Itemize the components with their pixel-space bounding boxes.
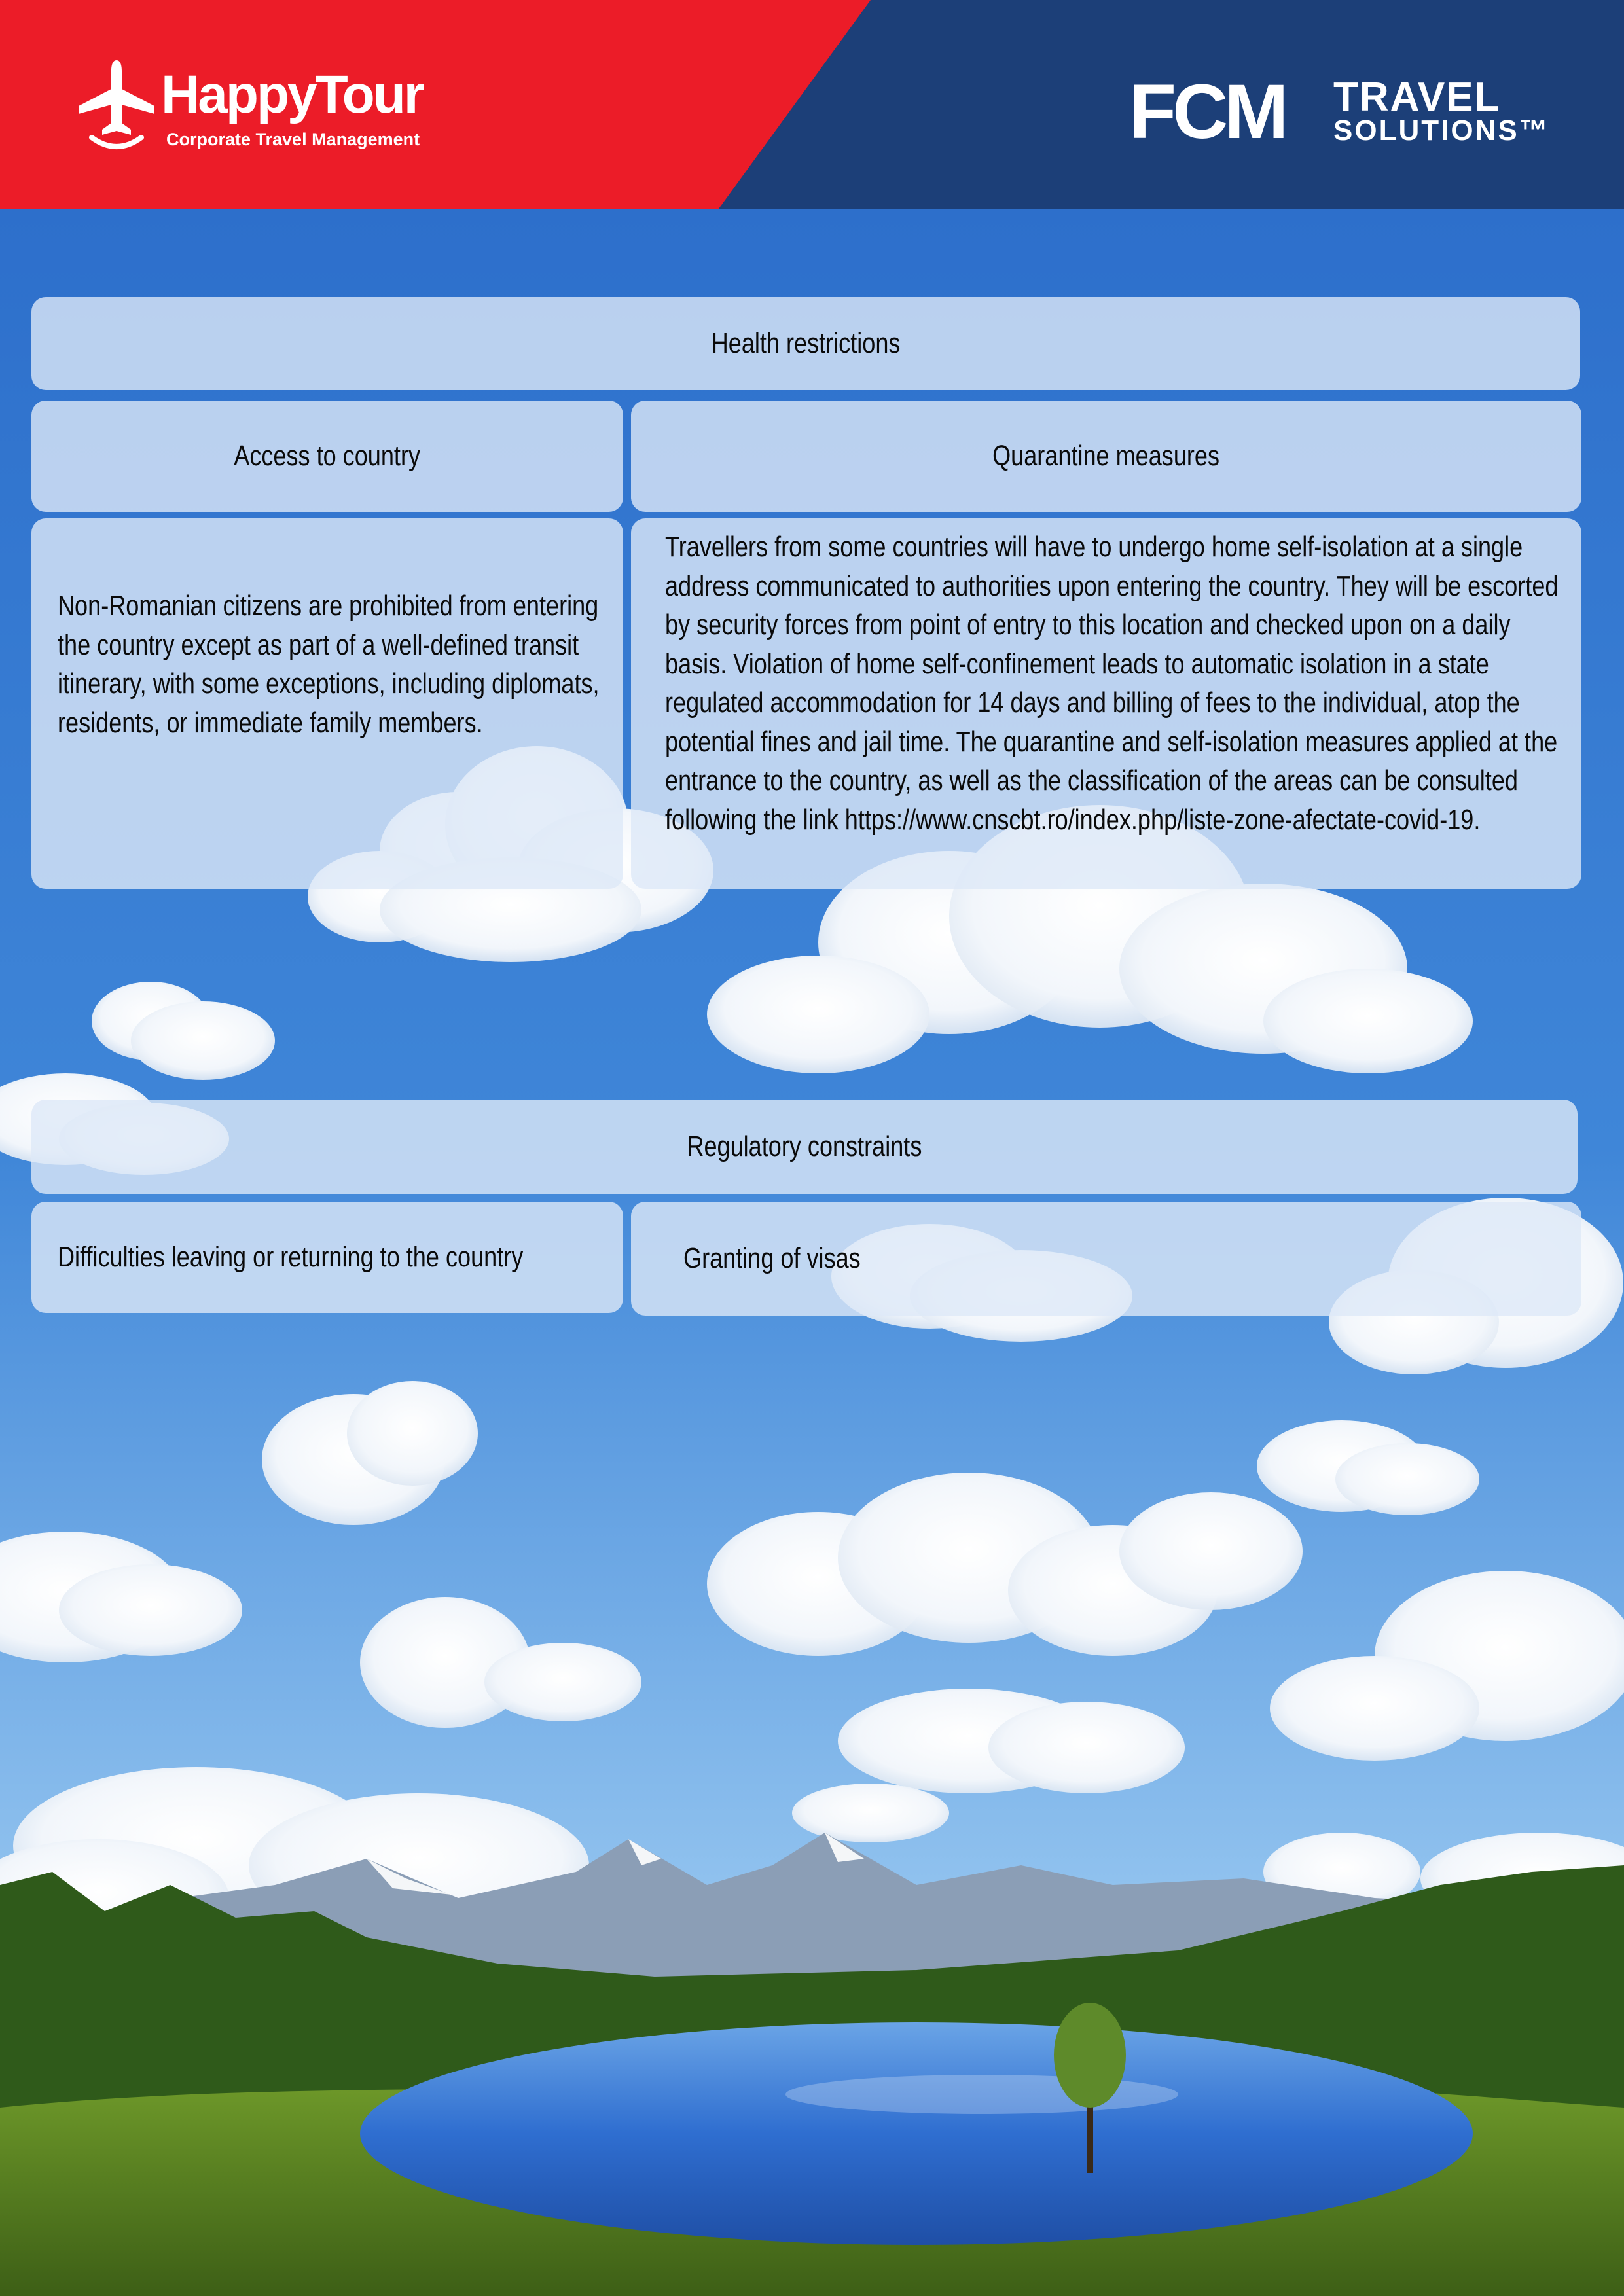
access-to-country-panel: [31, 518, 623, 889]
access-to-country-text: Non-Romanian citizens are prohibited from entering the country except as part of a well-defined transit itinerary, with some exceptions, including diplomats, residents, or immediate family members.: [58, 590, 600, 739]
fcm-brand: FCM: [1129, 69, 1285, 155]
happytour-brand: HappyTour: [161, 65, 423, 124]
fcm-solutions: SOLUTIONS™: [1333, 115, 1550, 147]
quarantine-measures-title: Quarantine measures: [992, 440, 1220, 472]
leaving-returning-label: Difficulties leaving or returning to the country: [58, 1241, 524, 1273]
granting-visas-panel: [631, 1202, 1581, 1316]
lake: [360, 2022, 1473, 2245]
airplane-smile-icon: [77, 60, 156, 152]
access-to-country-title: Access to country: [234, 440, 421, 472]
granting-visas-label: Granting of visas: [683, 1242, 861, 1274]
health-restrictions-heading: [31, 297, 1580, 390]
quarantine-measures-text: Travellers from some countries will have to undergo home self-isolation at a single address communicated to authorities upon entering the country. They will be escorted by security forces from point of entry to this location and checked upon on a daily basis. Violation of home self-confinement leads to automatic isolation in a state regulated accommodation for 14 days and billing of fees to the individual, atop the potential fines and jail time. The quarantine and self-isolation measures applied at the entrance to the country, as well as the classification of the areas can be consulted following the link https://www.cnscbt.ro/index.php/liste-zone-afectate-covid-19.: [665, 531, 1559, 836]
regulatory-constraints-heading: [31, 1100, 1578, 1194]
happytour-tagline: Corporate Travel Management: [166, 130, 420, 149]
leaving-returning-panel: [31, 1202, 623, 1313]
health-restrictions-title: Health restrictions: [711, 327, 901, 359]
access-to-country-heading: [31, 401, 623, 512]
quarantine-measures-heading: [631, 401, 1581, 512]
fcm-travel: TRAVEL: [1333, 75, 1501, 120]
page-header: [0, 0, 1624, 209]
regulatory-constraints-title: Regulatory constraints: [687, 1130, 922, 1162]
quarantine-measures-panel: [631, 518, 1581, 889]
